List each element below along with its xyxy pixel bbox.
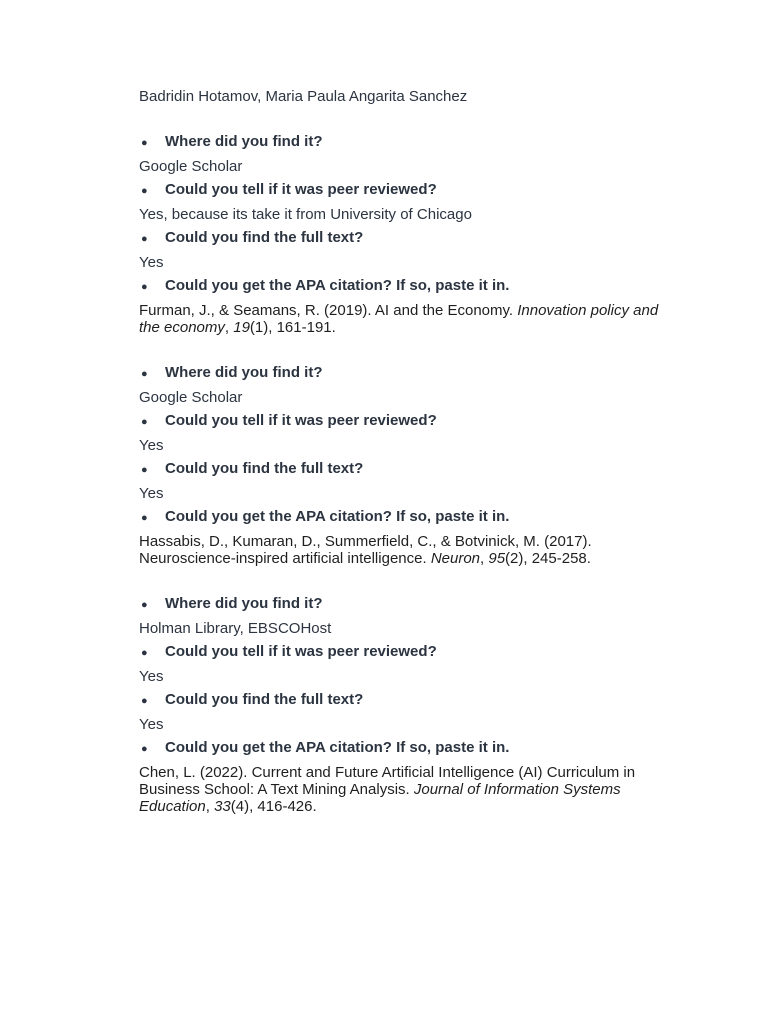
citation-rest: (2), 245-258. bbox=[505, 550, 591, 567]
citation-rest: (4), 416-426. bbox=[230, 798, 317, 815]
question-text: Where did you find it? bbox=[165, 133, 323, 150]
answer-peer-reviewed: Yes bbox=[139, 668, 164, 685]
question-text: Could you find the full text? bbox=[165, 229, 364, 246]
citation-lead: Chen, L. (2022). Current and Future Artificial Intelligence (AI) Curriculum in Business School: A Text Mining Analysis. bbox=[139, 764, 636, 798]
bullet-icon: ● bbox=[141, 599, 148, 611]
answer-peer-reviewed: Yes, because its take it from University of Chicago bbox=[139, 206, 472, 223]
bullet-icon: ● bbox=[141, 233, 148, 245]
citation-volume: 33 bbox=[214, 798, 231, 815]
citation-lead: Furman, J., & Seamans, R. (2019). AI and the Economy. bbox=[139, 302, 518, 319]
question-text: Could you get the APA citation? If so, paste it in. bbox=[165, 508, 510, 525]
question-text: Could you find the full text? bbox=[165, 691, 364, 708]
citation-separator: , bbox=[205, 798, 215, 815]
answer-full-text: Yes bbox=[139, 254, 164, 271]
citation-journal: Neuron bbox=[430, 550, 481, 567]
citation-volume: 95 bbox=[488, 550, 506, 567]
bullet-icon: ● bbox=[141, 647, 148, 659]
question-text: Could you get the APA citation? If so, paste it in. bbox=[165, 739, 510, 756]
citation-rest: (1), 161-191. bbox=[249, 319, 336, 336]
citation-journal: Innovation policy and the economy bbox=[139, 302, 659, 336]
answer-where-found: Google Scholar bbox=[139, 158, 243, 175]
question-full-text bbox=[139, 691, 659, 710]
question-apa-citation bbox=[139, 739, 659, 758]
question-text: Could you tell if it was peer reviewed? bbox=[165, 412, 437, 429]
bullet-icon: ● bbox=[141, 743, 148, 755]
question-text: Could you get the APA citation? If so, paste it in. bbox=[165, 277, 510, 294]
bullet-icon: ● bbox=[141, 512, 148, 524]
question-where-found bbox=[139, 595, 659, 614]
source-entry-1 bbox=[139, 133, 659, 336]
question-text: Could you find the full text? bbox=[165, 460, 364, 477]
answer-full-text: Yes bbox=[139, 485, 164, 502]
apa-citation bbox=[139, 302, 659, 336]
source-entry-2 bbox=[139, 364, 659, 567]
question-peer-reviewed bbox=[139, 643, 659, 662]
citation-journal: Journal of Information Systems Education bbox=[139, 781, 621, 815]
citation-separator: , bbox=[224, 319, 234, 336]
answer-where-found: Holman Library, EBSCOHost bbox=[139, 620, 332, 637]
question-text: Could you tell if it was peer reviewed? bbox=[165, 181, 437, 198]
bullet-icon: ● bbox=[141, 464, 148, 476]
question-apa-citation bbox=[139, 508, 659, 527]
question-where-found bbox=[139, 364, 659, 383]
document-body bbox=[139, 88, 659, 843]
question-where-found bbox=[139, 133, 659, 152]
answer-peer-reviewed: Yes bbox=[139, 437, 164, 454]
answer-where-found: Google Scholar bbox=[139, 389, 243, 406]
bullet-icon: ● bbox=[141, 185, 148, 197]
question-text: Where did you find it? bbox=[165, 364, 323, 381]
bullet-icon: ● bbox=[141, 368, 148, 380]
answer-full-text: Yes bbox=[139, 716, 164, 733]
bullet-icon: ● bbox=[141, 416, 148, 428]
bullet-icon: ● bbox=[141, 281, 148, 293]
bullet-icon: ● bbox=[141, 137, 148, 149]
bullet-icon: ● bbox=[141, 695, 148, 707]
question-text: Could you tell if it was peer reviewed? bbox=[165, 643, 437, 660]
authors-line: Badridin Hotamov, Maria Paula Angarita Sanchez bbox=[139, 88, 468, 105]
question-peer-reviewed bbox=[139, 412, 659, 431]
citation-lead: Hassabis, D., Kumaran, D., Summerfield, C., & Botvinick, M. (2017). Neuroscience-inspired artificial intelligence. bbox=[139, 533, 592, 567]
citation-volume: 19 bbox=[233, 319, 250, 336]
question-text: Where did you find it? bbox=[165, 595, 323, 612]
question-full-text bbox=[139, 460, 659, 479]
apa-citation bbox=[139, 533, 659, 567]
source-entry-3 bbox=[139, 595, 659, 815]
question-peer-reviewed bbox=[139, 181, 659, 200]
question-full-text bbox=[139, 229, 659, 248]
apa-citation bbox=[139, 764, 659, 815]
citation-separator: , bbox=[480, 550, 489, 567]
question-apa-citation bbox=[139, 277, 659, 296]
